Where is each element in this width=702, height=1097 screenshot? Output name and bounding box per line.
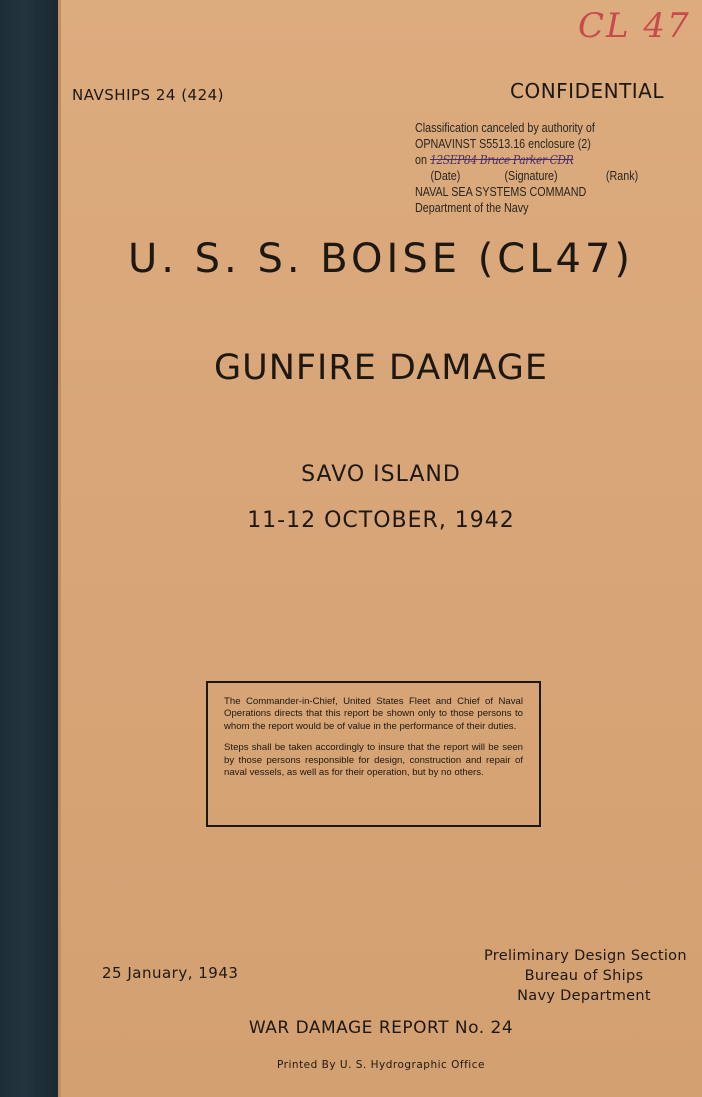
handwritten-mark: CL 47 (578, 6, 691, 46)
stamp-line-2: OPNAVINST S5513.16 enclosure (2) (415, 137, 591, 151)
distribution-notice-box (206, 681, 541, 827)
issuing-office (484, 946, 687, 1006)
report-title: U. S. S. BOISE (CL47) (127, 236, 635, 282)
notice-paragraph-2: Steps shall be taken accordingly to insure that the report will be seen by those persons responsible for design, construction and repair of naval vessels, as well as for their operation, but by no others. (224, 742, 523, 779)
stamp-line-6: Department of the Navy (415, 201, 529, 215)
stamp-label-rank: (Rank) (605, 169, 639, 183)
stamp-line-1: Classification canceled by authority of (415, 121, 595, 135)
declassification-stamp (415, 120, 638, 216)
handwritten-signature: 12SEP84 Bruce Parker CDR (429, 152, 574, 167)
report-subtitle: GUNFIRE DAMAGE (214, 348, 548, 388)
classification-label: CONFIDENTIAL (510, 79, 665, 103)
binding-spine (0, 0, 58, 1097)
action-location: SAVO ISLAND (301, 462, 461, 487)
stamp-on-prefix: on (415, 153, 427, 167)
report-number: WAR DAMAGE REPORT No. 24 (248, 1018, 514, 1038)
stamp-labels (415, 168, 638, 184)
notice-paragraph-1: The Commander-in-Chief, United States Fleet and Chief of Naval Operations directs that this report be shown only to those persons to whom the report would be of value in the performance of their duties. (224, 696, 523, 732)
stamp-line-3 (415, 152, 638, 168)
stamp-line-5: NAVAL SEA SYSTEMS COMMAND (415, 185, 587, 199)
issue-date: 25 January, 1943 (102, 964, 239, 982)
printer-credit: Printed By U. S. Hydrographic Office (277, 1059, 485, 1071)
office-line-3: Navy Department (517, 988, 651, 1004)
stamp-label-signature: (Signature) (504, 169, 558, 183)
form-number: NAVSHIPS 24 (424) (72, 86, 225, 104)
office-line-2: Bureau of Ships (524, 968, 644, 984)
action-date: 11-12 OCTOBER, 1942 (247, 508, 515, 533)
stamp-label-date: (Date) (430, 169, 461, 183)
office-line-1: Preliminary Design Section (484, 948, 687, 964)
spine-edge (58, 0, 61, 1097)
